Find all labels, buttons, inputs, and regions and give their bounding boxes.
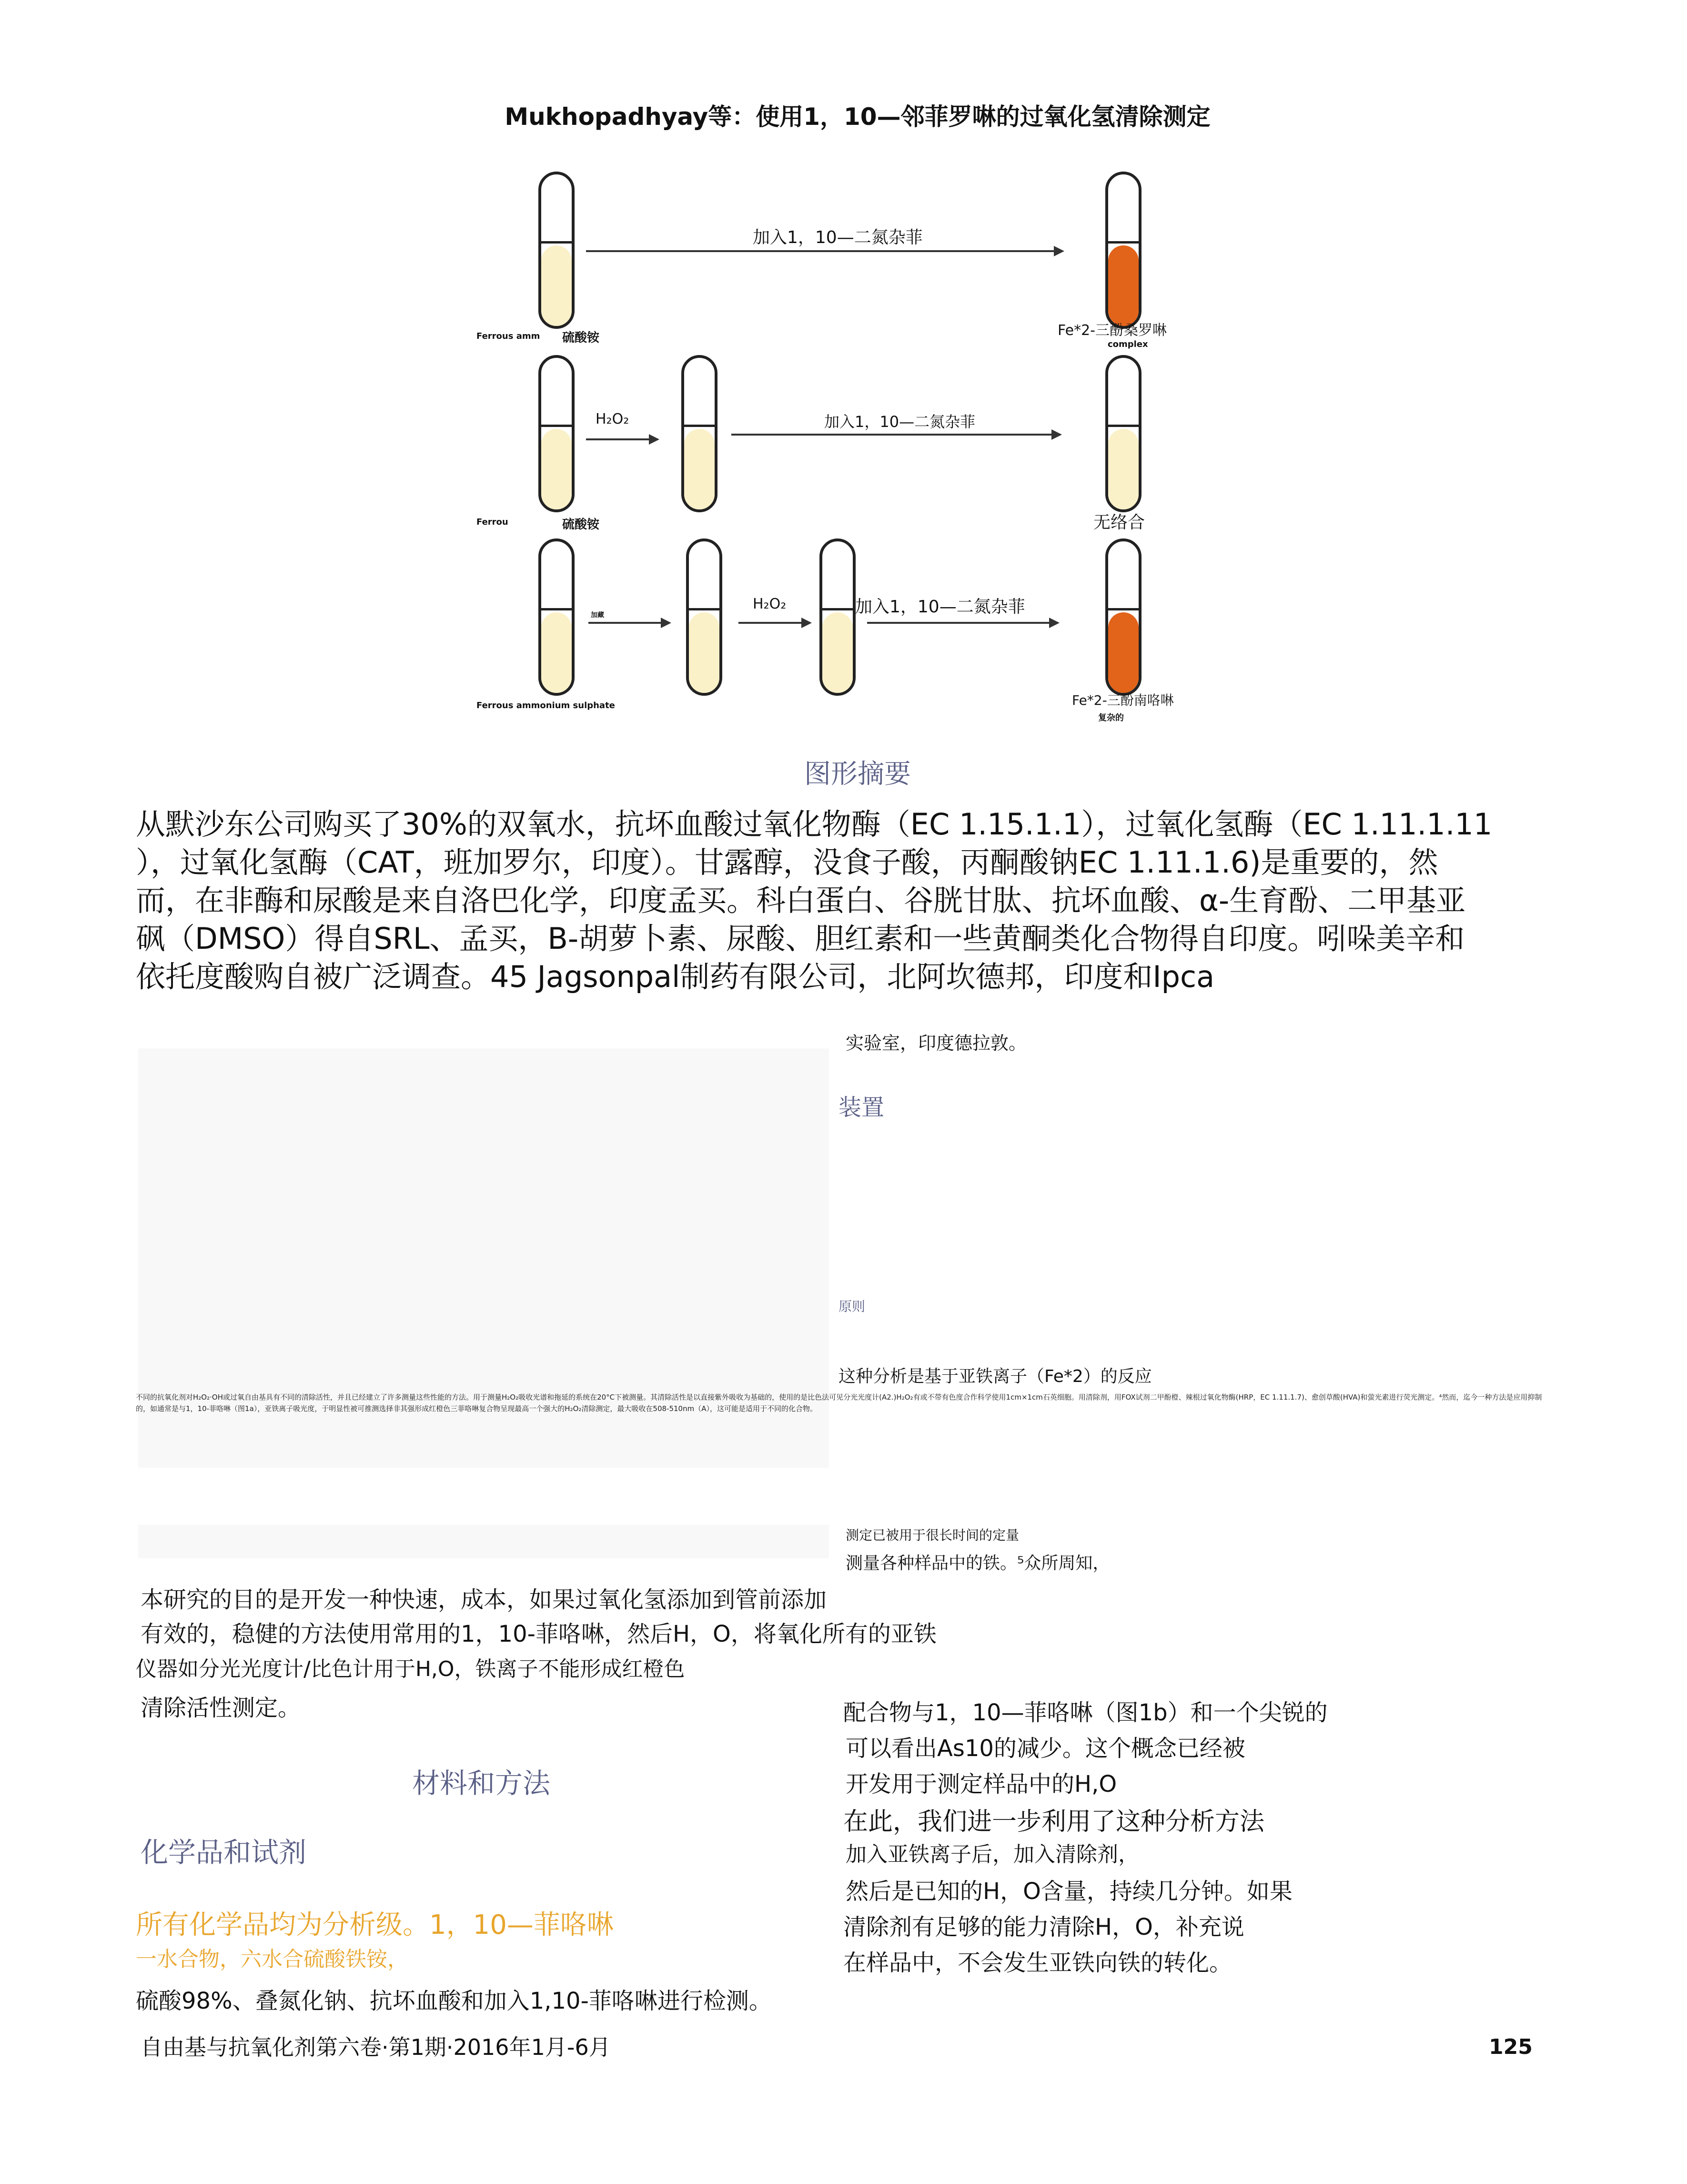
text-line: 在此，我们进一步利用了这种分析方法 (843, 1808, 1265, 1836)
page-number: 125 (1489, 2035, 1533, 2059)
principle-line: 这种分析是基于亚铁离子（Fe*2）的反应 (838, 1367, 1152, 1386)
reaction-arrow (586, 438, 657, 440)
complex-label: Fe*2-三酚桑罗啉 (1058, 322, 1167, 339)
test-tube-complex (1105, 538, 1142, 696)
intro-paragraph (136, 805, 1560, 996)
text-line: 测量各种样品中的铁。⁵众所周知， (846, 1554, 1110, 1573)
text-line: 仪器如分光光度计/比色计用于H,O，铁离子不能形成红橙色 (136, 1657, 685, 1681)
small-label: 加藏 (591, 611, 604, 619)
text-line: 可以看出As10的减少。这个概念已经被 (846, 1735, 1245, 1762)
tube-label: 硫酸铵 (562, 518, 600, 532)
arrow-label: 加入1，10—二氮杂菲 (753, 228, 923, 247)
apparatus-heading: 装置 (838, 1094, 885, 1121)
principle-heading: 原则 (838, 1299, 866, 1314)
methods-heading: 材料和方法 (412, 1767, 551, 1799)
h2o2-label: H₂O₂ (596, 411, 629, 427)
reaction-arrow (731, 434, 1060, 436)
text-line: 配合物与1，10—菲咯啉（图1b）和一个尖锐的 (843, 1699, 1328, 1726)
text-line: 加入亚铁离子后，加入清除剂， (846, 1842, 1139, 1867)
blank-region (138, 1525, 829, 1558)
arrow-label: 加入1，10—二氮杂菲 (824, 413, 976, 431)
tube-label: Ferrous ammonium sulphate (476, 701, 615, 711)
reaction-arrow (586, 250, 1062, 252)
arrow-label: 加入1，10—二氮杂菲 (855, 597, 1025, 617)
text-line: 清除剂有足够的能力清除H，O，补充说 (843, 1914, 1244, 1940)
text-line: 硫酸98%、叠氮化钠、抗坏血酸和加入1,10-菲咯啉进行检测。 (136, 1988, 772, 2014)
text-line: ），过氧化氢酶（CAT，班加罗尔，印度）。甘露醇，没食子酸，丙酮酸钠EC 1.11.1.6)是重要的，然 (136, 845, 1438, 880)
text-line: 然后是已知的H，O含量，持续几分钟。如果 (846, 1878, 1293, 1905)
journal-footer: 自由基与抗氧化剂第六卷·第1期·2016年1月-6月 (141, 2034, 611, 2060)
test-tube (1105, 355, 1142, 512)
text-line: 测定已被用于很长时间的定量 (846, 1527, 1020, 1543)
test-tube (681, 355, 717, 512)
complex-label-sub: 复杂的 (1098, 713, 1124, 723)
text-line: 本研究的目的是开发一种快速，成本，如果过氧化氢添加到管前添加 (141, 1586, 827, 1613)
text-line: 依托度酸购自被广泛调查。45 Jagsonpal制药有限公司，北阿坎德邦，印度和Ipca (136, 959, 1215, 994)
test-tube-complex (1105, 172, 1142, 329)
text-line: 在样品中，不会发生亚铁向铁的转化。 (843, 1950, 1232, 1976)
reaction-arrow (588, 622, 669, 624)
reaction-arrow (738, 622, 810, 624)
reaction-arrow (867, 622, 1058, 624)
text-line: 有效的，稳健的方法使用常用的1，10-菲咯啉，然后H，O，将氧化所有的亚铁 (141, 1621, 937, 1647)
test-tube (538, 355, 575, 512)
chemicals-heading: 化学品和试剂 (141, 1836, 307, 1869)
figure-caption: 图形摘要 (804, 759, 911, 790)
test-tube (686, 538, 722, 696)
text-line: 砜（DMSO）得自SRL、孟买，B-胡萝卜素、尿酸、胆红素和一些黄酮类化合物得自印度。吲哚美辛和 (136, 921, 1465, 956)
test-tube (538, 538, 575, 696)
tube-label: Ferrous amm (476, 331, 540, 341)
no-complex-label: 无络合 (1093, 513, 1145, 532)
text-line: 所有化学品均为分析级。1，10—菲咯啉 (136, 1910, 614, 1940)
test-tube (538, 172, 575, 329)
text-line: 从默沙东公司购买了30%的双氧水，抗坏血酸过氧化物酶（EC 1.15.1.1），过氧化氢酶（EC 1.11.1.11 (136, 807, 1493, 842)
lab-line: 实验室，印度德拉敦。 (846, 1033, 1027, 1054)
complex-label: Fe*2-三酚南咯啉 (1072, 692, 1174, 708)
running-header: Mukhopadhyay等：使用1，10—邻菲罗啉的过氧化氢清除测定 (505, 103, 1211, 131)
tube-label: 硫酸铵 (562, 331, 600, 345)
text-line: 一水合物，六水合硫酸铁铵， (136, 1947, 408, 1971)
text-line: 开发用于测定样品中的H,O (846, 1771, 1117, 1798)
tube-label: Ferrou (476, 517, 508, 527)
test-tube (819, 538, 856, 696)
text-line: 清除活性测定。 (141, 1695, 301, 1721)
tiny-paragraph: 不同的抗氧化剂对H₂O₂·OH或过氧自由基具有不同的清除活性，并且已经建立了许多测量这些性能的方法。用于测量H₂O₂吸收光谱和拖延的系统在20°C下被测量。其清除活性是以直接紫外吸收为基础的，使用的是比色法可见分光光度计(A2.)H₂O₂有或不带有色度合作科学使用1cm×1cm石英细胞。用清除剂，用FOX试剂二甲酚橙、辣根过氧化物酶(HRP，EC 1.11.1.7)、愈创草酸(HVA)和萤光素进行荧光测定。⁴然而，迄今一种方法是应用抑制的，如通常是与1，10-菲咯啉（图1a），亚铁离子吸光度，于明显性被可推测选择非其强形成红橙色三菲咯啉复合物呈现最高一个强大的H₂O₂清除测定，最大吸收在508-510nm（A），这可能是适用于不同的化合物。 (136, 1393, 1542, 1413)
complex-label-sub: complex (1108, 339, 1148, 349)
h2o2-label: H₂O₂ (753, 596, 787, 612)
graphical-abstract-figure (453, 157, 1239, 739)
text-line: 而，在非酶和尿酸是来自洛巴化学，印度孟买。科白蛋白、谷胱甘肽、抗坏血酸、α-生育酚、二甲基亚 (136, 883, 1466, 918)
